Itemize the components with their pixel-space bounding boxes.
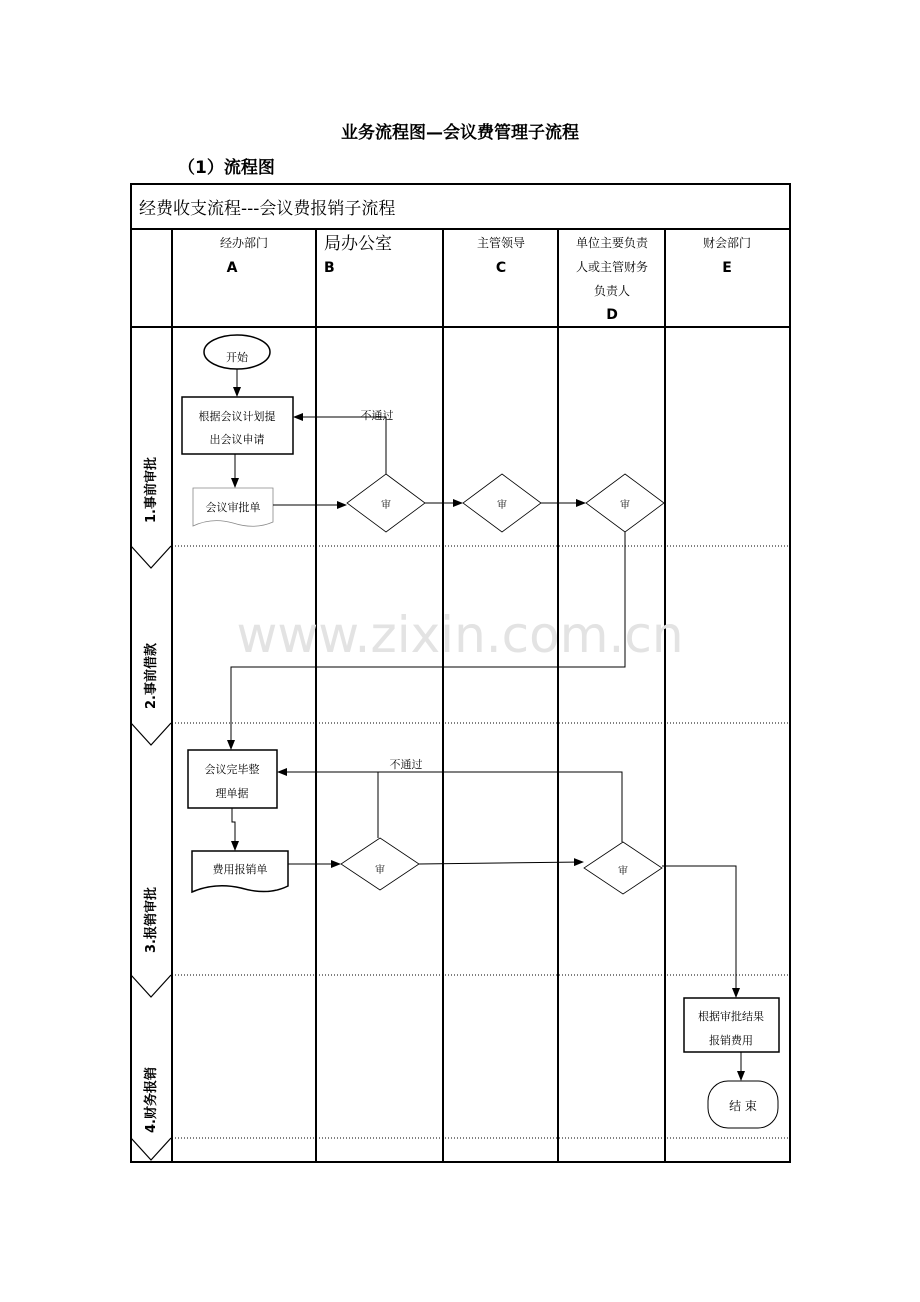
phase-label-3: 3.报销审批 xyxy=(144,887,159,953)
lane-header-c xyxy=(477,235,525,276)
lane-name-line: 人或主管财务 xyxy=(575,260,649,274)
reimburse-label-line2: 报销费用 xyxy=(709,1034,753,1047)
phase-label-4: 4.财务报销 xyxy=(144,1067,159,1133)
review-label: 审 xyxy=(620,500,630,511)
start-label: 开始 xyxy=(226,351,248,364)
lane-name: 财会部门 xyxy=(702,236,752,250)
review-label: 审 xyxy=(375,865,385,876)
lane-header-e xyxy=(703,235,751,276)
approval-form-label: 会议审批单 xyxy=(205,501,261,514)
section-heading: （1）流程图 xyxy=(178,158,275,178)
document-title: 业务流程图—会议费管理子流程 xyxy=(341,123,579,143)
review-label: 审 xyxy=(497,500,507,511)
lane-code: C xyxy=(495,260,507,276)
lane-name: 局办公室 xyxy=(324,234,392,254)
diagram-header: 经费收支流程---会议费报销子流程 xyxy=(139,199,396,219)
lane-name-line: 负责人 xyxy=(593,284,631,298)
lane-name-line: 单位主要负责 xyxy=(575,236,649,250)
review-label: 审 xyxy=(381,500,391,511)
expense-form-label: 费用报销单 xyxy=(212,863,268,876)
review-diamond-b2 xyxy=(341,838,419,890)
phase-label-1: 1.事前审批 xyxy=(144,457,159,523)
end-label: 结 束 xyxy=(729,1099,757,1113)
settle-label-line2: 理单据 xyxy=(215,787,249,800)
lane-header-d xyxy=(576,235,649,323)
apply-label-line1: 根据会议计划提 xyxy=(198,410,276,423)
settle-label-line1: 会议完毕整 xyxy=(204,763,260,776)
phase-label-2: 2.事前借款 xyxy=(144,643,159,709)
lane-header-a xyxy=(220,235,268,276)
lane-code: A xyxy=(226,260,238,276)
reimburse-label-line1: 根据审批结果 xyxy=(698,1010,764,1023)
apply-label-line2: 出会议申请 xyxy=(209,433,265,446)
reject-label-2: 不通过 xyxy=(389,758,423,771)
watermark: www.zixin.com.cn xyxy=(236,606,684,664)
lane-name: 经办部门 xyxy=(219,236,269,250)
lane-header-b xyxy=(324,234,392,276)
review-label: 审 xyxy=(618,866,628,877)
reject-label-1: 不通过 xyxy=(360,409,394,422)
lane-name: 主管领导 xyxy=(476,236,526,250)
lane-code: D xyxy=(606,307,618,323)
lane-code: E xyxy=(722,260,732,276)
lane-code: B xyxy=(324,260,335,276)
